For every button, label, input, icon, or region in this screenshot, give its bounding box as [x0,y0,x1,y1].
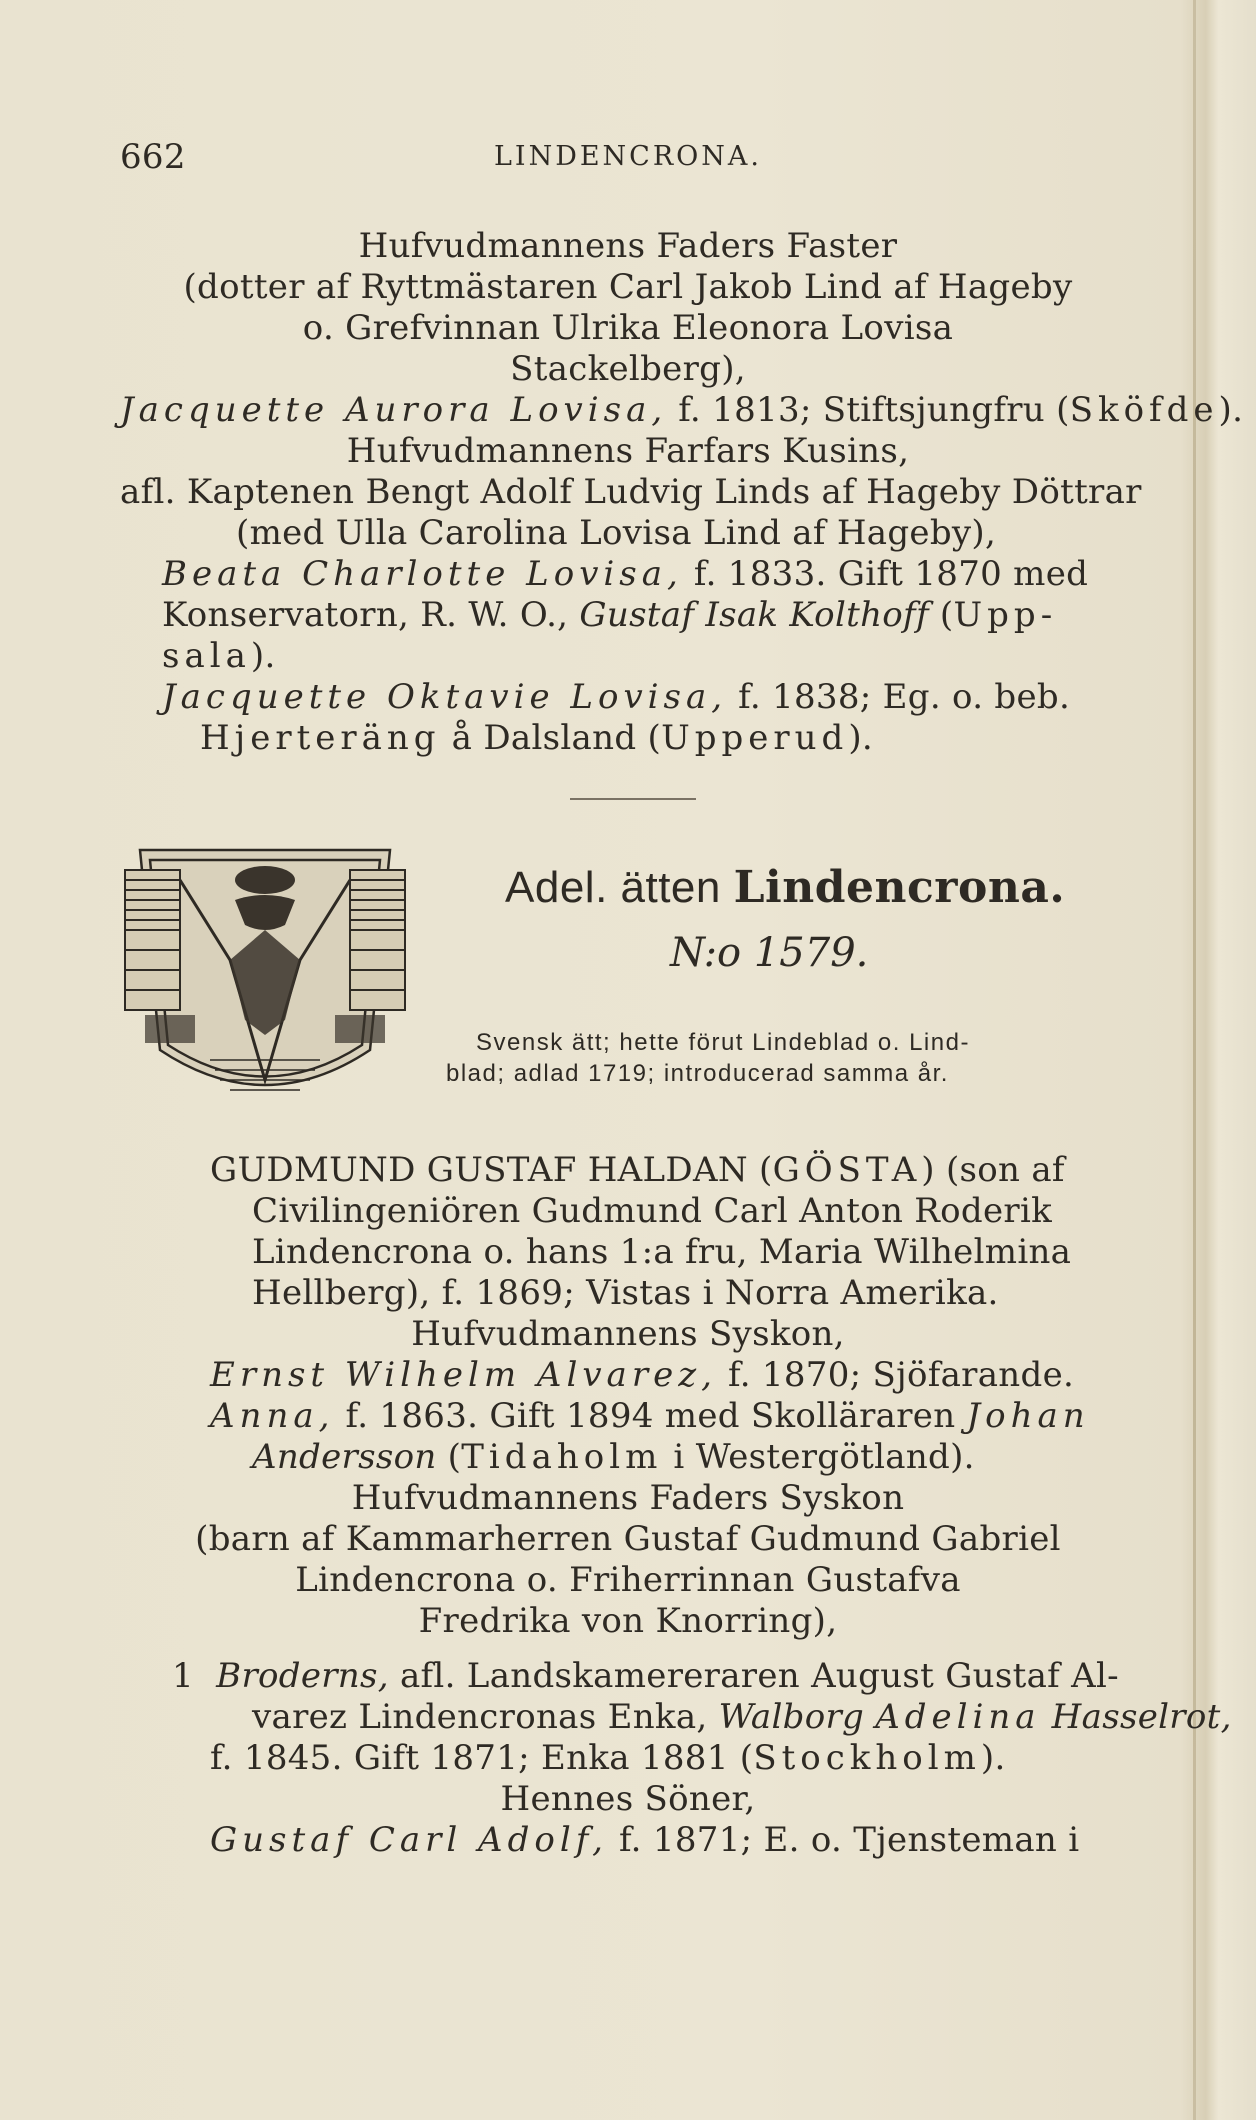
text-line: Civilingeniören Gudmund Carl Anton Roderik [252,1191,1053,1231]
text-line: afl. Kaptenen Bengt Adolf Ludvig Linds af Hageby Döttrar [120,472,1142,512]
text-span: å Dalsland ( [440,718,662,758]
coat-of-arms-icon [120,820,410,1130]
person-name: Beata Charlotte Lovisa, [162,554,683,594]
text-line [200,718,873,758]
place-name: sala [162,636,251,676]
text-span: f. 1871; E. o. Tjensteman i [607,1820,1080,1860]
text-span: f. 1833. Gift 1870 med [682,554,1089,594]
person-name: Walborg [718,1697,876,1737]
text-line: o. Grefvinnan Ulrika Eleonora Lovisa [302,308,954,348]
person-name: GÖSTA [772,1150,922,1190]
place-name: Stockholm [753,1738,981,1778]
text-span: f. 1838; Eg. o. beb. [727,677,1071,717]
text-line [210,1738,1006,1778]
family-note: blad; adlad 1719; introducerad samma år. [446,1060,949,1087]
person-name: Adelina [875,1697,1041,1737]
text-span: ). [980,1738,1006,1778]
text-line: (barn af Kammarherren Gustaf Gudmund Gabriel [195,1519,1061,1559]
title-prefix: Adel. ätten [505,863,734,912]
person-name: Anna, [210,1396,335,1436]
text-span: f. 1863. Gift 1894 med Skolläraren [334,1396,967,1436]
text-span: ( [436,1437,462,1477]
text-line [210,1820,1079,1860]
person-name: Johan [966,1396,1090,1436]
text-line [162,636,276,676]
text-span: ). [848,718,873,758]
text-span: f. 1870; Sjöfarande. [716,1355,1075,1395]
text-line: Fredrika von Knorring), [418,1601,838,1641]
text-line: Hellberg), f. 1869; Vistas i Norra Amerika. [252,1273,999,1313]
place-name: Upp- [953,595,1058,635]
item-number: 1 [172,1656,194,1696]
text-line [252,1697,1232,1737]
text-span: ( [928,595,954,635]
section-heading: Hufvudmannens Syskon, [411,1314,845,1354]
text-span: i Westergötland). [662,1437,975,1477]
person-name: Andersson [252,1437,437,1477]
person-name: Jacquette Aurora Lovisa, [120,390,668,430]
text-line: Stackelberg), [510,349,746,389]
text-span: ) (son af [921,1150,1065,1190]
running-title: LINDENCRONA. [493,141,763,172]
person-name: Gustaf Isak Kolthoff [579,595,929,635]
person-name: Broderns, [216,1656,389,1696]
place-name: Hjerteräng [200,718,441,758]
text-span: GUDMUND GUSTAF HALDAN ( [210,1150,773,1190]
text-line [252,1437,975,1477]
text-span: ). [1218,390,1244,430]
person-name: Ernst Wilhelm Alvarez, [210,1355,717,1395]
text-span: varez Lindencronas Enka, [252,1697,719,1737]
section-heading: Hennes Söner, [500,1779,756,1819]
section-heading: Hufvudmannens Faders Faster [358,226,898,266]
place-name: Sköfde [1069,390,1219,430]
text-line [210,1355,1074,1395]
person-name: Jacquette Oktavie Lovisa, [162,677,728,717]
text-span: ). [250,636,276,676]
text-line [172,1656,1119,1696]
family-note: Svensk ätt; hette förut Lindeblad o. Lind- [476,1029,970,1056]
text-span: afl. Landskamereraren August Gustaf Al- [388,1656,1119,1696]
person-name: Hasselrot, [1040,1697,1232,1737]
text-line [120,390,1243,430]
section-heading: Hufvudmannens Faders Syskon [351,1478,905,1518]
text-line [162,554,1088,594]
text-line: (dotter af Ryttmästaren Carl Jakob Lind af Hageby [183,267,1073,307]
text-line: Lindencrona o. hans 1:a fru, Maria Wilhelmina [252,1232,1072,1272]
family-title [505,862,1065,913]
family-name: Lindencrona. [733,862,1066,913]
text-line [210,1150,1065,1190]
page-number: 662 [120,137,186,177]
text-span: f. 1813; Stiftsjungfru ( [667,390,1070,430]
text-span: Konservatorn, R. W. O., [162,595,580,635]
place-name: Tidaholm [461,1437,663,1477]
text-span: f. 1845. Gift 1871; Enka 1881 ( [210,1738,754,1778]
text-line: (med Ulla Carolina Lovisa Lind af Hageby), [236,513,997,553]
text-line [210,1396,1090,1436]
text-line: Lindencrona o. Friherrinnan Gustafva [295,1560,961,1600]
person-name: Gustaf Carl Adolf, [210,1820,608,1860]
place-name: Upperud [661,718,849,758]
section-divider [570,798,696,800]
section-heading: Hufvudmannens Farfars Kusins, [346,431,910,471]
text-line [162,595,1057,635]
text-line [162,677,1070,717]
family-number: N:o 1579. [670,930,869,976]
